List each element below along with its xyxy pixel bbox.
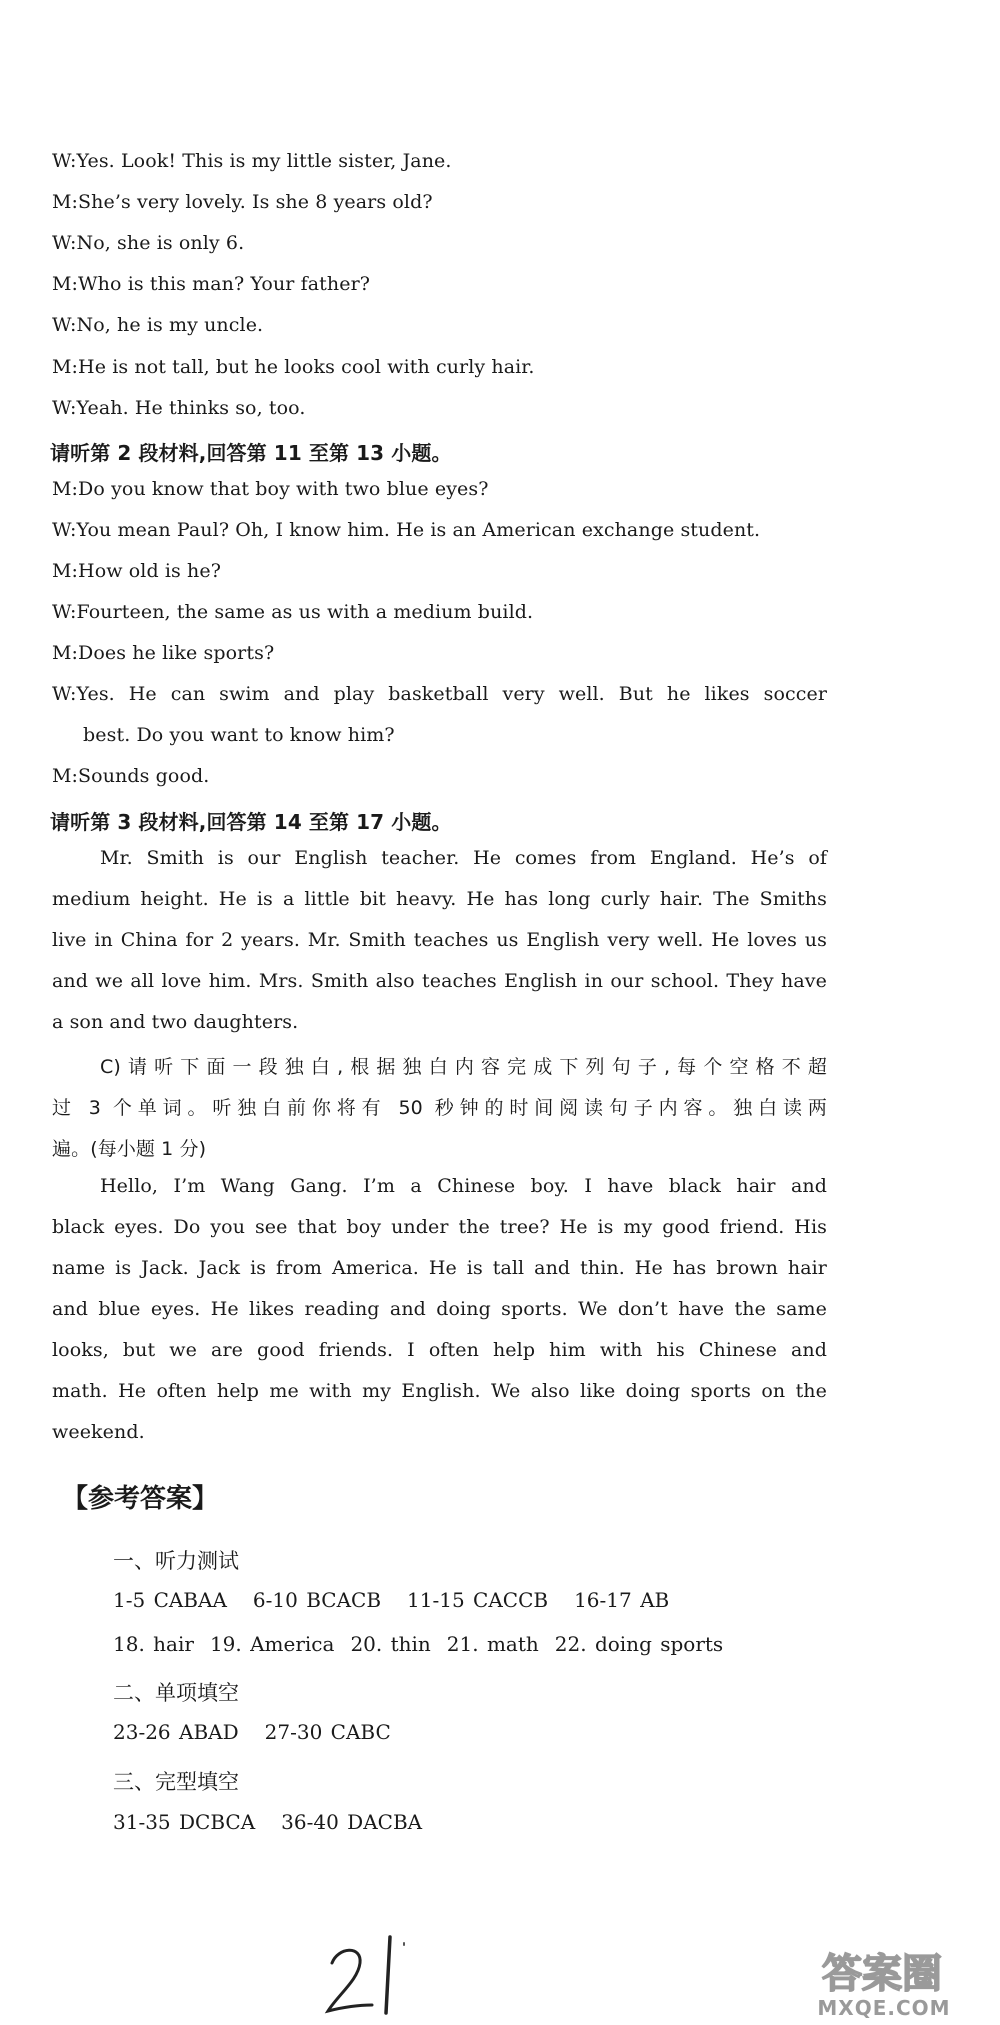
watermark-url: MXQE.COM (817, 1996, 951, 2020)
answer-group: 31-35 DCBCA (113, 1810, 256, 1834)
answer-group: 11-15 CACCB (407, 1588, 549, 1612)
instruction-line: 遍。(每小题 1 分) (52, 1138, 207, 1160)
monologue-line: Hello, I’m Wang Gang. I’m a Chinese boy. I have black hair and (100, 1175, 827, 1197)
monologue-line: name is Jack. Jack is from America. He is tall and thin. He has brown hair (52, 1257, 827, 1279)
single-choice-heading: 二、单项填空 (113, 1681, 239, 1705)
dialog-line: W:Yeah. He thinks so, too. (52, 397, 306, 419)
answer-item: 20. thin (350, 1632, 431, 1656)
dialog-line: M:Does he like sports? (52, 642, 275, 664)
passage-line: medium height. He is a little bit heavy. He has long curly hair. The Smiths (52, 888, 827, 910)
dialog-line: W:No, she is only 6. (52, 232, 245, 254)
section-2-heading: 请听第 2 段材料,回答第 11 至第 13 小题。 (50, 441, 452, 465)
cloze-answers (113, 1810, 448, 1834)
instruction-line: C)请听下面一段独白,根据独白内容完成下列句子,每个空格不超 (100, 1056, 827, 1078)
answer-group: 36-40 DACBA (281, 1810, 423, 1834)
monologue-line: math. He often help me with my English. We also like doing sports on the (52, 1380, 827, 1402)
dialog-line: W:Yes. He can swim and play basketball very well. But he likes soccer (52, 683, 827, 705)
dialog-line: W:No, he is my uncle. (52, 314, 264, 336)
listening-answers-row-1 (113, 1588, 695, 1612)
answer-item: 18. hair (113, 1632, 194, 1656)
handwritten-page-number (320, 1925, 430, 2020)
passage-line: and we all love him. Mrs. Smith also teaches English in our school. They have (52, 970, 827, 992)
listening-answers-row-2 (113, 1632, 749, 1656)
cloze-heading: 三、完型填空 (113, 1770, 239, 1794)
monologue-line: black eyes. Do you see that boy under the tree? He is my good friend. His (52, 1216, 827, 1238)
passage-line: Mr. Smith is our English teacher. He comes from England. He’s of (100, 847, 827, 869)
answer-group: 6-10 BCACB (252, 1588, 382, 1612)
answer-item: 22. doing sports (554, 1632, 724, 1656)
answer-key-title: 【参考答案】 (62, 1484, 219, 1514)
monologue-line: looks, but we are good friends. I often help him with his Chinese and (52, 1339, 827, 1361)
answer-group: 16-17 AB (574, 1588, 670, 1612)
single-choice-answers (113, 1720, 417, 1744)
answer-group: 1-5 CABAA (113, 1588, 227, 1612)
dialog-line: M:She’s very lovely. Is she 8 years old? (52, 191, 433, 213)
dialog-line: W:You mean Paul? Oh, I know him. He is an American exchange student. (52, 519, 761, 541)
monologue-line: weekend. (52, 1421, 145, 1443)
dialog-line: M:He is not tall, but he looks cool with curly hair. (52, 356, 535, 378)
monologue-line: and blue eyes. He likes reading and doing sports. We don’t have the same (52, 1298, 827, 1320)
answer-item: 19. America (209, 1632, 335, 1656)
dialog-line: W:Yes. Look! This is my little sister, Jane. (52, 150, 452, 172)
dialog-line-continued: best. Do you want to know him? (83, 724, 395, 746)
answer-group: 27-30 CABC (264, 1720, 391, 1744)
dialog-line: M:How old is he? (52, 560, 222, 582)
dialog-line: M:Do you know that boy with two blue eyes? (52, 478, 489, 500)
answer-item: 21. math (446, 1632, 539, 1656)
dialog-line: M:Sounds good. (52, 765, 210, 787)
listening-heading: 一、听力测试 (113, 1549, 239, 1573)
answer-group: 23-26 ABAD (113, 1720, 239, 1744)
instruction-line: 过 3 个单词。听独白前你将有 50 秒钟的时间阅读句子内容。独白读两 (52, 1097, 827, 1119)
watermark-logo (772, 1941, 992, 2021)
section-3-heading: 请听第 3 段材料,回答第 14 至第 17 小题。 (50, 810, 452, 834)
dialog-line: M:Who is this man? Your father? (52, 273, 371, 295)
passage-line: live in China for 2 years. Mr. Smith teaches us English very well. He loves us (52, 929, 827, 951)
passage-line: a son and two daughters. (52, 1011, 299, 1033)
watermark-text: 答案圈 (822, 1951, 942, 1997)
dialog-line: W:Fourteen, the same as us with a medium build. (52, 601, 534, 623)
